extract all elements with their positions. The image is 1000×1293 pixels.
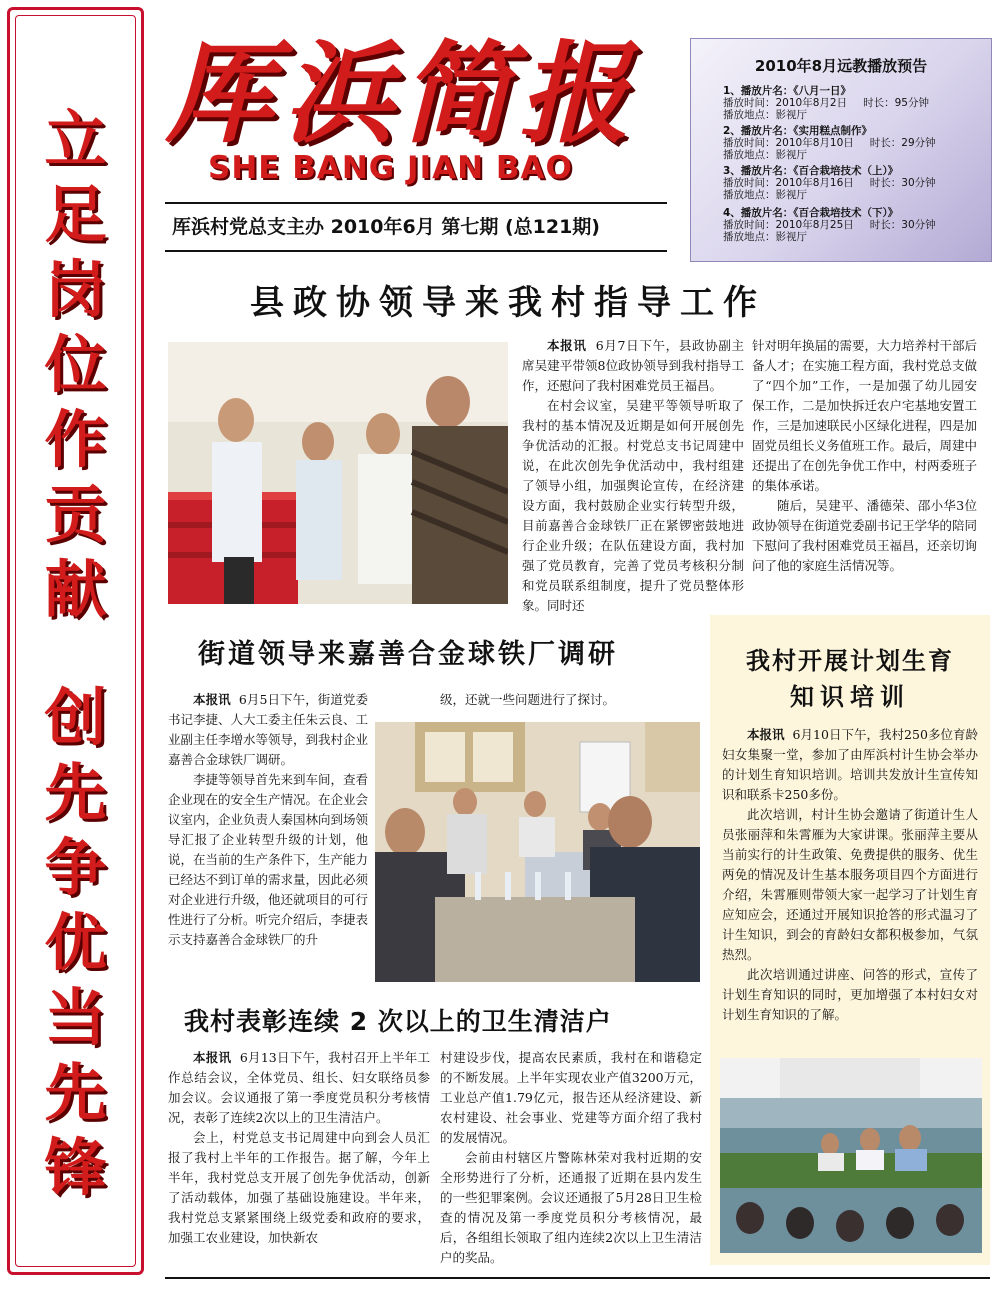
slogan-char: 先 bbox=[44, 1056, 107, 1129]
article1-paragraph: 在村会议室，吴建平等领导听取了我村的基本情况及近期是如何开展创先争优活动的汇报。村党总支书记周建中说，在此次创先争优活动中，我村组建了领导小组，加强舆论宣传，在经济建设方面，我村鼓励企业实行转型升级，目前嘉善合金球铁厂正在紧锣密鼓地进行企业升级；在队伍建设方面，我村加强了党员教育，完善了党员考核积分制和党员联系组制度，提升了党员整体形象。同时还 bbox=[522, 398, 744, 613]
schedule-item-name: 1、播放片名：《八月一日》 bbox=[723, 85, 852, 97]
schedule-item-place: 播放地点：影视厅 bbox=[723, 231, 807, 243]
schedule-item bbox=[723, 165, 988, 201]
schedule-item-duration: 时长：29分钟 bbox=[869, 137, 936, 149]
article2-paragraph: 李捷等领导首先来到车间，查看企业现在的安全生产情况。在企业会议室内，企业负责人秦国林向到场领导汇报了企业转型升级的计划，他说，在当前的生产条件下，生产能力已经达不到订单的需求量，因此必须对企业进行升级，他还就项目的可行性进行了分析。听完介绍后，李捷表示支持嘉善合金球铁厂的升 bbox=[168, 772, 369, 947]
slogan-char: 优 bbox=[44, 906, 107, 979]
masthead-divider bbox=[165, 202, 667, 204]
schedule-item bbox=[723, 125, 988, 161]
article4-paragraph: 6月10日下午，我村250多位育龄妇女集聚一堂，参加了由厍浜村计生协会举办的计划生育知识培训。培训共发放计生宣传知识和联系卡250多份。 bbox=[722, 727, 978, 802]
photo-training-session bbox=[720, 1058, 982, 1253]
article3-column-1 bbox=[168, 1048, 430, 1248]
slogan-column-1 bbox=[10, 102, 141, 627]
article3-paragraph: 会上，村党总支书记周建中向到会人员汇报了我村上半年的工作报告。据了解，今年上半年，我村党总支开展了创先争优活动，创新了活动载体，加强了基础设施建设。半年来，我村党总支紧紧围绕上级党委和政府的要求，加强工农业建设，加快新农 bbox=[168, 1130, 430, 1245]
article1-column-1 bbox=[522, 336, 744, 616]
schedule-item-time: 播放时间：2010年8月16日 bbox=[723, 177, 854, 189]
slogan-char: 创 bbox=[44, 681, 107, 754]
schedule-item-name: 3、播放片名：《百合栽培技术（上）》 bbox=[723, 165, 899, 177]
slogan-char: 献 bbox=[44, 553, 107, 626]
schedule-item-time: 播放时间：2010年8月25日 bbox=[723, 219, 854, 231]
article1-paragraph: 随后，吴建平、潘德荣、邵小华3位政协领导在街道党委副书记王学华的陪同下慰问了我村困难党员王福昌，还亲切询问了他的家庭生活情况等。 bbox=[752, 498, 978, 573]
masthead-divider bbox=[165, 250, 667, 252]
schedule-item bbox=[723, 85, 988, 121]
article4-paragraph: 此次培训，村计生协会邀请了街道计生人员张丽萍和朱霄雁为大家讲课。张丽萍主要从当前实行的计生政策、免费提供的服务、优生两免的情况及计生基本服务项目四个方面进行介绍，朱霄雁则带领大家一起学习了计划生育应知应会，还通过开展知识抢答的形式温习了计生知识，到会的育龄妇女都积极参加，气氛热烈。 bbox=[722, 807, 978, 962]
slogan-char: 贡 bbox=[44, 478, 107, 551]
schedule-title: 2010年8月远教播放预告 bbox=[754, 57, 928, 75]
bottom-rule bbox=[165, 1277, 990, 1279]
schedule-item-name: 2、播放片名：《实用糕点制作》 bbox=[723, 125, 873, 137]
article1-paragraph: 6月7日下午，县政协副主席吴建平带领8位政协领导到我村指导工作，还慰问了我村困难党员王福昌。 bbox=[522, 338, 744, 393]
photo-officials-meeting bbox=[168, 342, 508, 604]
issue-info: 厍浜村党总支主办 2010年6月 第七期 (总121期) bbox=[172, 216, 600, 238]
article4-sidebox bbox=[710, 615, 990, 1265]
slogan-char: 作 bbox=[44, 403, 107, 476]
slogan-char: 锋 bbox=[44, 1131, 107, 1204]
slogan-char: 争 bbox=[44, 831, 107, 904]
article2-column-1 bbox=[168, 690, 368, 950]
article1-paragraph: 针对明年换届的需要，大力培养村干部后备人才；在实施工程方面，我村党总支做了“四个加”工作，一是加强了幼儿园安保工作，二是加快拆迁农户宅基地安置工作，三是加速联民小区绿化进程，四是加固党员组长义务值班工作。最后，周建中还提出了在创先争优工作中，村两委班子的集体承诺。 bbox=[752, 338, 978, 493]
article4-headline-line2: 知识培训 bbox=[790, 683, 910, 711]
article4-photo bbox=[720, 1058, 982, 1253]
schedule-item bbox=[723, 207, 988, 243]
article2-lead: 本报讯 bbox=[193, 692, 231, 707]
slogan-char: 岗 bbox=[44, 253, 107, 326]
article3-column-2 bbox=[440, 1048, 702, 1268]
article4-body bbox=[722, 725, 978, 1025]
schedule-item-place: 播放地点：影视厅 bbox=[723, 109, 807, 121]
slogan-char: 先 bbox=[44, 756, 107, 829]
article3-paragraph: 村建设步伐，提高农民素质，我村在和谐稳定的不断发展。上半年实现农业产值3200万元，工业总产值1.79亿元，报告还从经济建设、新农村建设、社会事业、党建等方面介绍了我村的发展情况。 bbox=[440, 1050, 702, 1145]
article3-headline: 我村表彰连续 2 次以上的卫生清洁户 bbox=[184, 1007, 612, 1036]
article3-paragraph: 会前由村辖区片警陈林荣对我村近期的安全形势进行了分析，还通报了近期在县内发生的一些犯罪案例。会议还通报了5月28日卫生检查的情况及第一季度党员积分考核情况，最后，各组组长领取了组内连续2次以上卫生清洁户的奖品。 bbox=[440, 1150, 702, 1265]
masthead-title: 厍浜简报 bbox=[165, 29, 637, 158]
article4-headline-line1: 我村开展计划生育 bbox=[746, 647, 954, 675]
slogan-char: 足 bbox=[44, 178, 107, 251]
slogan-char: 当 bbox=[44, 981, 107, 1054]
slogan-column-2 bbox=[10, 680, 141, 1205]
article3-paragraph: 6月13日下午，我村召开上半年工作总结会议，全体党员、组长、妇女联络员参加会议。会议通报了第一季度党员积分考核情况，表彰了连续2次以上的卫生清洁户。 bbox=[168, 1050, 430, 1125]
article1-column-2 bbox=[752, 336, 977, 576]
photo-meeting-room bbox=[375, 722, 700, 982]
article2-paragraph: 6月5日下午，街道党委书记李捷、人大工委主任朱云良、工业副主任李增水等领导，到我村企业嘉善合金球铁厂调研。 bbox=[168, 692, 369, 767]
schedule-item-place: 播放地点：影视厅 bbox=[723, 149, 807, 161]
broadcast-schedule-box bbox=[690, 38, 992, 262]
article2-photo bbox=[375, 722, 700, 982]
schedule-item-duration: 时长：30分钟 bbox=[869, 219, 936, 231]
article2-headline: 街道领导来嘉善合金球铁厂调研 bbox=[198, 639, 618, 670]
schedule-item-duration: 时长：95分钟 bbox=[863, 97, 929, 109]
slogan-frame bbox=[7, 7, 144, 1275]
article1-photo bbox=[168, 342, 508, 604]
schedule-item-name: 4、播放片名：《百合栽培技术（下）》 bbox=[723, 207, 899, 219]
slogan-char: 位 bbox=[44, 328, 107, 401]
article4-lead: 本报讯 bbox=[747, 727, 785, 742]
schedule-item-time: 播放时间：2010年8月2日 bbox=[723, 97, 848, 109]
schedule-item-place: 播放地点：影视厅 bbox=[723, 189, 807, 201]
slogan-char: 立 bbox=[44, 103, 107, 176]
schedule-item-duration: 时长：30分钟 bbox=[869, 177, 936, 189]
article3-lead: 本报讯 bbox=[193, 1050, 232, 1065]
masthead-pinyin: SHE BANG JIAN BAO bbox=[208, 150, 573, 186]
article4-paragraph: 此次培训通过讲座、问答的形式，宣传了计划生育知识的同时，更加增强了本村妇女对计划生育知识的了解。 bbox=[722, 967, 978, 1022]
article1-lead: 本报讯 bbox=[547, 338, 587, 353]
article1-headline: 县政协领导来我村指导工作 bbox=[250, 283, 766, 323]
article2-paragraph: 级，还就一些问题进行了探讨。 bbox=[440, 692, 616, 707]
article2-column-2 bbox=[440, 690, 700, 710]
schedule-item-time: 播放时间：2010年8月10日 bbox=[723, 137, 854, 149]
